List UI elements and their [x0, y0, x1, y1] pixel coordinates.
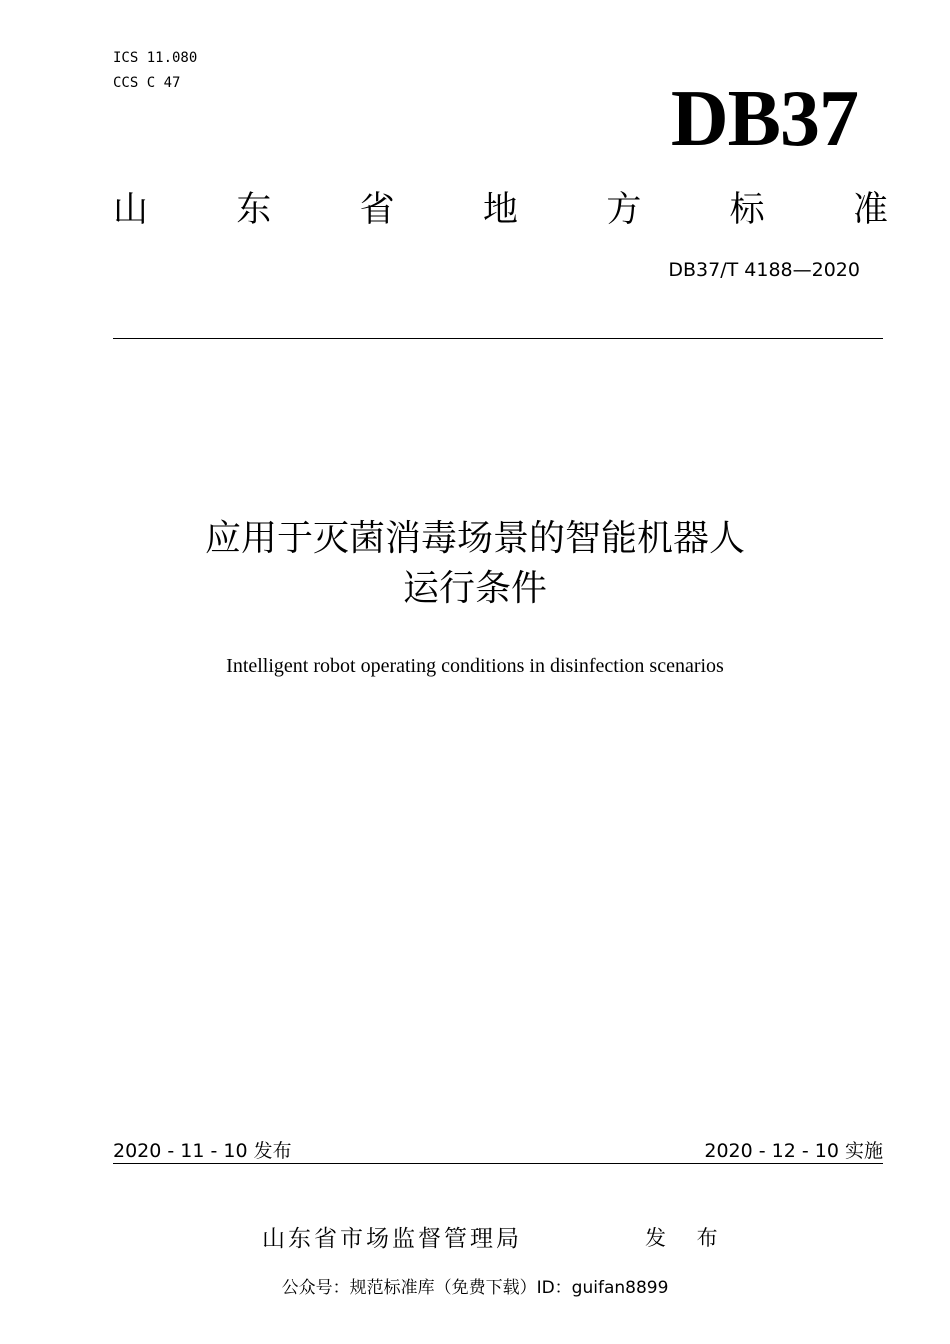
standard-type-char: 东 — [236, 190, 272, 230]
footer-note: 公众号：规范标准库（免费下载）ID：guifan8899 — [281, 1278, 669, 1298]
issue-label: 发 布 — [645, 1226, 730, 1250]
document-title-zh — [0, 514, 950, 614]
standard-type-char: 标 — [729, 190, 765, 230]
issuing-authority: 山东省市场监督管理局 — [262, 1226, 522, 1252]
standard-type-char: 准 — [852, 190, 888, 230]
standard-number: DB37/T 4188—2020 — [668, 259, 860, 281]
publish-date: 2020 - 11 - 10 发布 — [113, 1140, 292, 1162]
standard-type-heading — [113, 188, 888, 232]
db37-logo: DB37 — [670, 75, 858, 163]
ccs-code: CCS C 47 — [113, 75, 181, 91]
title-zh-line-1: 应用于灭菌消毒场景的智能机器人 — [204, 518, 745, 559]
effective-date: 2020 - 12 - 10 实施 — [704, 1140, 883, 1162]
title-zh-line-2: 运行条件 — [402, 568, 547, 609]
standard-type-char: 山 — [113, 190, 149, 230]
standard-type-char: 地 — [482, 190, 518, 230]
document-title-en: Intelligent robot operating conditions in disinfection scenarios — [226, 655, 724, 677]
bottom-divider — [113, 1163, 883, 1164]
top-divider — [113, 338, 883, 339]
standard-type-char: 方 — [606, 190, 642, 230]
standard-type-char: 省 — [359, 190, 395, 230]
ics-code: ICS 11.080 — [113, 50, 198, 66]
